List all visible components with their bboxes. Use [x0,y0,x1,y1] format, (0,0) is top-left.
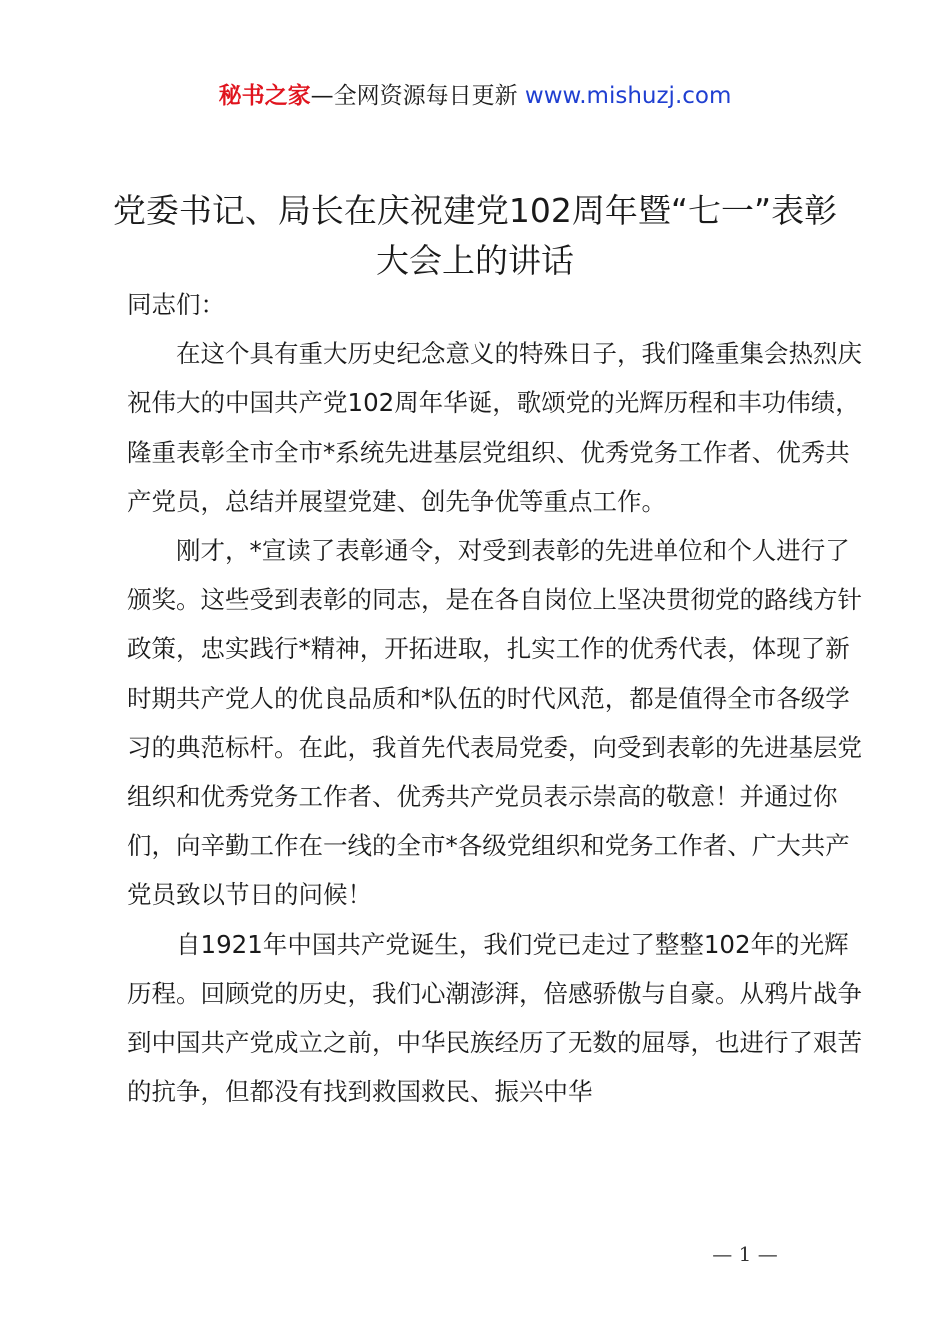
page-number: — 1 — [712,1242,778,1266]
header-dash: — [310,83,334,109]
salutation: 同志们： [127,290,225,319]
site-url-link[interactable]: www.mishuzj.com [524,83,732,109]
site-tagline: 全网资源每日更新 [333,83,518,109]
site-header [0,80,950,112]
site-brand: 秘书之家 [218,83,311,109]
paragraph-2: 刚才，*宣读了表彰通令，对受到表彰的先进单位和个人进行了颁奖。这些受到表彰的同志，是在各自岗位上坚决贯彻党的路线方针政策，忠实践行*精神，开拓进取，扎实工作的优秀代表，体现了新时期共产党人的优良品质和*队伍的时代风范，都是值得全市各级学习的典范标杆。在此，我首先代表局党委，向受到表彰的先进基层党组织和优秀党务工作者、优秀共产党员表示崇高的敬意！并通过你们，向辛勤工作在一线的全市*各级党组织和党务工作者、广大共产党员致以节日的问候！ [127,536,862,910]
paragraph-3: 自1921年中国共产党诞生，我们党已走过了整整102年的光辉历程。回顾党的历史，我们心潮澎湃，倍感骄傲与自豪。从鸦片战争到中国共产党成立之前，中华民族经历了无数的屈辱，也进行了艰苦的抗争，但都没有找到救国救民、振兴中华 [127,929,862,1107]
paragraph-1: 在这个具有重大历史纪念意义的特殊日子，我们隆重集会热烈庆祝伟大的中国共产党102周年华诞，歌颂党的光辉历程和丰功伟绩，隆重表彰全市全市*系统先进基层党组织、优秀党务工作者、优秀共产党员，总结并展望党建、创先争优等重点工作。 [127,339,862,516]
document-body [127,280,862,1116]
document-title: 党委书记、局长在庆祝建党102周年暨“七一”表彰大会上的讲话 [112,191,838,280]
